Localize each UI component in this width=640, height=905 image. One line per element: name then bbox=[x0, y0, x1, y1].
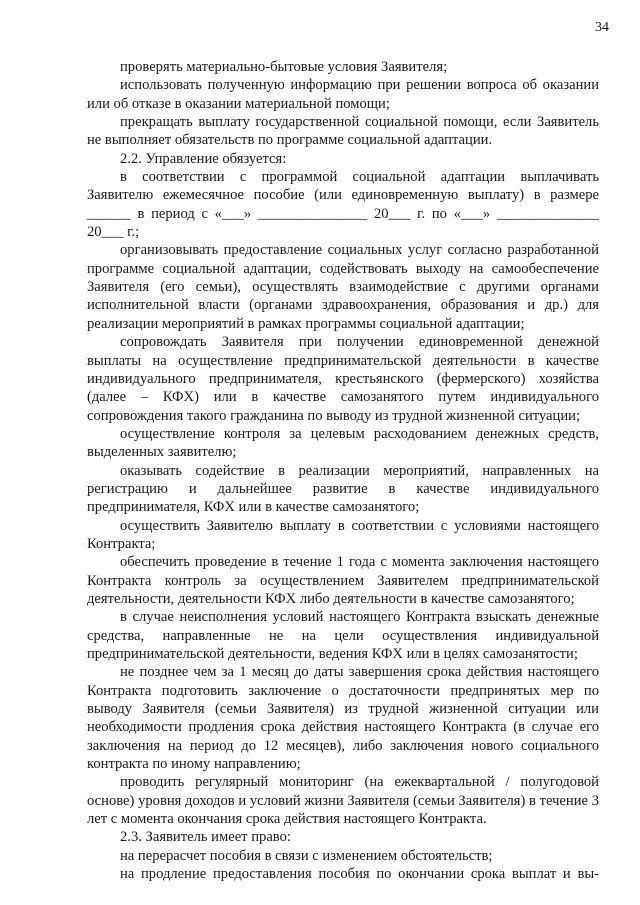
paragraph: не позднее чем за 1 месяц до даты завершения срока действия настоящего Контракта подготовить заключение о достаточности предпринятых мер по выводу Заявителя (семьи Заявителя) из трудной жизненной ситуации или необходимости продления срока действия настоящего Контракта (в случае его заключения на период до 12 месяцев), либо заключения нового социального контракта по иному направлению; bbox=[87, 664, 599, 773]
paragraph: в соответствии с программой социальной адаптации выплачивать Заявителю ежемесячное пособие (или единовременную выплату) в размере ______ в период с «___» _______________ 20___ г. по «___» ______________ 20___ г.; bbox=[87, 169, 599, 241]
paragraph: проверять материально-бытовые условия Заявителя; bbox=[120, 59, 448, 75]
page-number: 34 bbox=[595, 20, 609, 35]
paragraph: в случае неисполнения условий настоящего Контракта взыскать денежные средства, направленные не на цели осуществления индивидуальной предпринимательской деятельности, ведения КФХ или в целях самозанятости; bbox=[87, 609, 599, 662]
paragraph: проводить регулярный мониторинг (на ежеквартальной / полугодовой основе) уровня доходов и условий жизни Заявителя (семьи Заявителя) в течение 3 лет с момента окончания срока действия настоящего Контракта. bbox=[87, 774, 599, 828]
paragraph: использовать полученную информацию при решении вопроса об оказании или об отказе в оказании материальной помощи; bbox=[87, 77, 599, 112]
paragraph: осуществить Заявителю выплату в соответствии с условиями настоящего Контракта; bbox=[87, 517, 599, 552]
section-heading: 2.2. Управление обязуется: bbox=[120, 150, 287, 167]
paragraph: на перерасчет пособия в связи с изменением обстоятельств; bbox=[120, 847, 493, 864]
paragraph: осуществление контроля за целевым расходованием денежных средств, выделенных заявителю; bbox=[87, 425, 599, 461]
document-body bbox=[87, 58, 599, 883]
paragraph: сопровождать Заявителя при получении единовременной денежной выплаты на осуществление предпринимательской деятельности в качестве индивидуального предпринимателя, крестьянского (фермерского) хозяйства (далее – КФХ) или в качестве самозанятого путем индивидуального сопровождения такого гражданина по выводу из трудной жизненной ситуации; bbox=[87, 334, 599, 424]
paragraph: прекращать выплату государственной социальной помощи, если Заявитель не выполняет обязательств по программе социальной адаптации. bbox=[87, 114, 599, 149]
paragraph: оказывать содействие в реализации мероприятий, направленных на регистрацию и дальнейшее развитие в качестве индивидуального предпринимателя, КФХ или в качестве самозанятого; bbox=[87, 462, 599, 516]
paragraph: обеспечить проведение в течение 1 года с момента заключения настоящего Контракта контроль за осуществлением Заявителем предпринимательской деятельности, деятельности КФХ либо деятельности в качестве самозанятого; bbox=[87, 554, 599, 607]
paragraph: организовывать предоставление социальных услуг согласно разработанной программе социальной адаптации, содействовать выходу на самообеспечение Заявителя (его семьи), осуществлять взаимодействие с другими органами исполнительной власти (органами здравоохранения, образования и др.) для реализации мероприятий в рамках программы социальной адаптации; bbox=[87, 242, 599, 332]
section-heading: 2.3. Заявитель имеет право: bbox=[120, 829, 291, 846]
paragraph: на продление предоставления пособия по окончании срока выплат и вы- bbox=[120, 866, 599, 883]
